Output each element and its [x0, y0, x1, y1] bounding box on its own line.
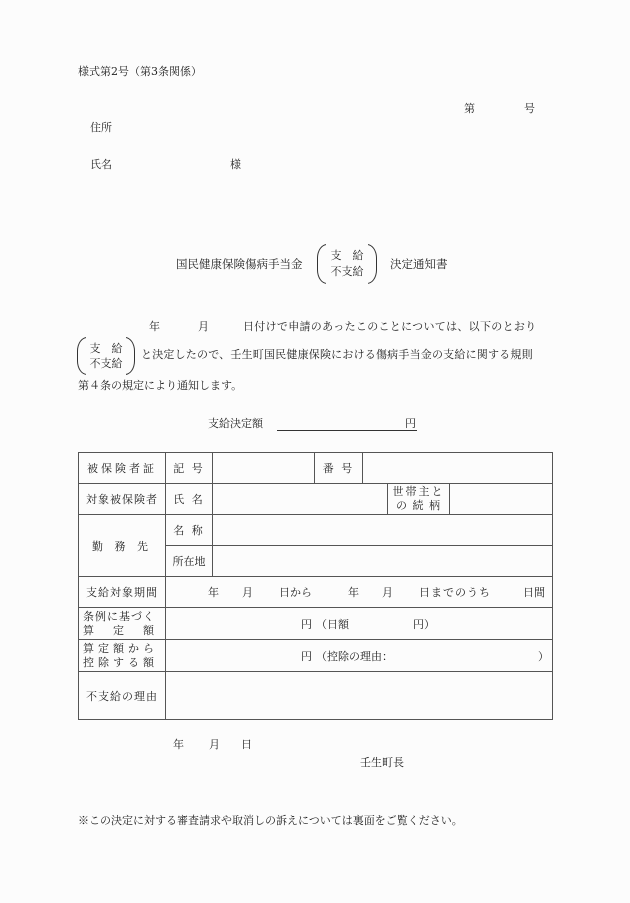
honorific: 様 [230, 158, 241, 171]
deduct-field[interactable] [166, 640, 553, 672]
title-choice-nonsupply: 不支給 [330, 265, 364, 278]
relation-label [388, 484, 450, 515]
workplace-address-field[interactable] [213, 546, 553, 577]
body-choice-nonsupply: 不支給 [89, 357, 123, 370]
period-field[interactable] [166, 577, 553, 608]
deduct-label-line1: 算定額から [83, 641, 158, 655]
period-month2: 月 [382, 586, 393, 599]
period-from: 日から [279, 586, 312, 599]
period-year1: 年 [208, 586, 219, 599]
deduct-close: ） [538, 649, 549, 663]
workplace-address-label: 所在地 [166, 546, 213, 577]
number-field[interactable] [363, 453, 553, 484]
symbol-field[interactable] [213, 453, 315, 484]
body-choice-bracket [77, 337, 135, 375]
body-year: 年 [149, 320, 160, 333]
period-label: 支給対象期間 [79, 577, 166, 608]
period-to: 日までのうち [419, 586, 491, 599]
form-number: 様式第2号（第3条関係） [78, 65, 202, 78]
amount-label: 支給決定額 [208, 417, 263, 430]
name-label: 氏名 [90, 158, 112, 171]
insurance-card-label: 被保険者証 [79, 453, 166, 484]
name-label-cell: 氏 名 [166, 484, 213, 515]
title-prefix: 国民健康保険傷病手当金 [176, 257, 303, 271]
info-table [78, 452, 553, 720]
body-line1: 日付けで申請のあったこのことについては、以下のとおり [243, 320, 537, 333]
calc-field[interactable] [166, 608, 553, 640]
title-choice-supply: 支 給 [330, 249, 364, 262]
doc-no-suffix: 号 [524, 102, 535, 115]
calc-label [79, 608, 166, 640]
calc-daily: （日額 [316, 617, 349, 631]
doc-no-prefix: 第 [464, 102, 475, 115]
insured-name-field[interactable] [213, 484, 388, 515]
calc-label-line2: 算 定 額 [83, 623, 158, 637]
calc-daily-yen: 円） [413, 617, 435, 631]
calc-label-line1: 条例に基づく [83, 609, 155, 623]
deduct-reason: （控除の理由： [316, 649, 393, 663]
symbol-label: 記 号 [166, 453, 213, 484]
workplace-name-label: 名 称 [166, 515, 213, 546]
title-suffix: 決定通知書 [390, 257, 448, 271]
period-days: 日間 [523, 586, 545, 599]
amount-underline[interactable] [277, 430, 417, 431]
reject-reason-label: 不支給の理由 [79, 672, 166, 720]
footer-day: 日 [241, 738, 252, 751]
period-month1: 月 [242, 586, 253, 599]
body-line2: と決定したので、壬生町国民健康保険における傷病手当金の支給に関する規則 [141, 348, 533, 361]
deduct-label-line2: 控除する額 [83, 655, 158, 669]
body-choice-supply: 支 給 [89, 342, 123, 355]
number-label: 番 号 [315, 453, 363, 484]
deduct-label [79, 640, 166, 672]
address-label: 住所 [90, 121, 112, 134]
calc-yen: 円 [301, 617, 312, 631]
period-year2: 年 [348, 586, 359, 599]
relation-label-line2: の 続 柄 [396, 499, 441, 512]
relation-label-line1: 世帯主と [392, 485, 445, 498]
workplace-name-field[interactable] [213, 515, 553, 546]
workplace-label: 勤 務 先 [79, 515, 166, 577]
footer-note: ※この決定に対する審査請求や取消しの訴えについては裏面をご覧ください。 [78, 814, 463, 827]
title-choice-bracket [317, 244, 377, 284]
body-month: 月 [198, 320, 209, 333]
target-insured-label: 対象被保険者 [79, 484, 166, 515]
deduct-yen: 円 [301, 649, 312, 663]
reject-reason-field[interactable] [166, 672, 553, 720]
relation-field[interactable] [450, 484, 553, 515]
body-line3: 第４条の規定により通知します。 [78, 379, 243, 392]
amount-unit: 円 [405, 417, 416, 430]
footer-year: 年 [173, 738, 184, 751]
issuer: 壬生町長 [360, 756, 404, 769]
footer-month: 月 [209, 738, 220, 751]
